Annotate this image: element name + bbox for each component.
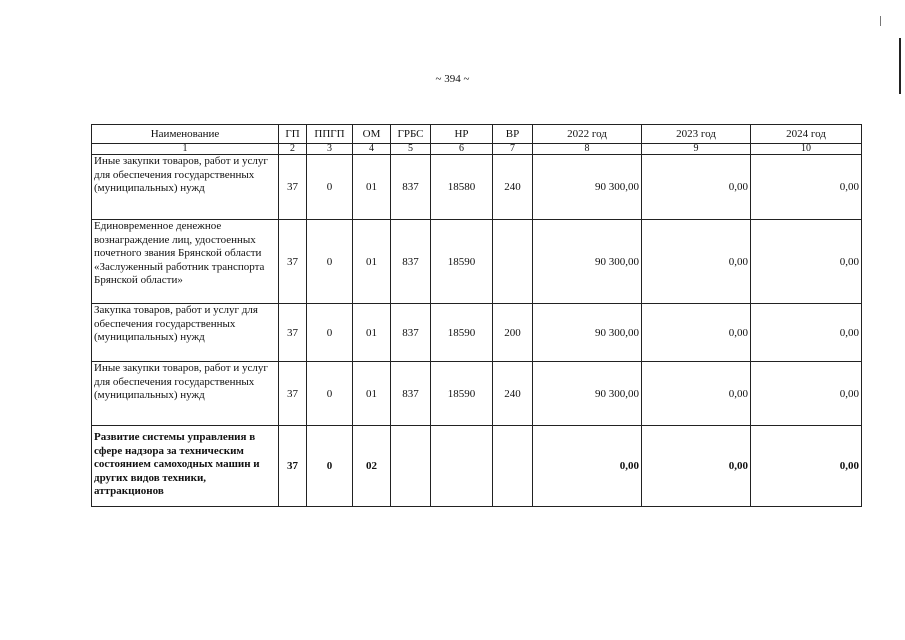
row-name: Закупка товаров, работ и услуг для обеспечения государственных (муниципальных) нужд (92, 304, 279, 362)
cell-grbs: 837 (391, 304, 431, 362)
cell-2023: 0,00 (642, 426, 751, 507)
header-ppgp: ППГП (307, 125, 353, 144)
index-cell: 10 (751, 144, 862, 155)
cell-grbs: 837 (391, 155, 431, 220)
table-row (92, 155, 862, 220)
index-cell: 2 (279, 144, 307, 155)
table-row (92, 304, 862, 362)
header-vr: ВР (493, 125, 533, 144)
header-2023: 2023 год (642, 125, 751, 144)
cell-nr: 18590 (431, 362, 493, 426)
cell-ppgp: 0 (307, 304, 353, 362)
cell-nr: 18580 (431, 155, 493, 220)
cell-2022: 90 300,00 (533, 155, 642, 220)
cell-2024: 0,00 (751, 304, 862, 362)
cell-vr: 200 (493, 304, 533, 362)
header-row (92, 125, 862, 144)
cell-gp: 37 (279, 155, 307, 220)
row-name: Иные закупки товаров, работ и услуг для обеспечения государственных (муниципальных) нужд (92, 155, 279, 220)
cell-2022: 90 300,00 (533, 362, 642, 426)
cell-2022: 90 300,00 (533, 220, 642, 304)
index-cell: 9 (642, 144, 751, 155)
cell-2024: 0,00 (751, 220, 862, 304)
cell-nr: 18590 (431, 304, 493, 362)
cell-om: 01 (353, 220, 391, 304)
row-name: Единовременное денежное вознаграждение лиц, удостоенных почетного звания Брянской области «Заслуженный работник транспорта Брянской области» (92, 220, 279, 304)
cell-vr: 240 (493, 155, 533, 220)
cell-om: 01 (353, 155, 391, 220)
index-row (92, 144, 862, 155)
cell-grbs (391, 426, 431, 507)
scan-mark-right (899, 38, 901, 94)
row-name: Иные закупки товаров, работ и услуг для обеспечения государственных (муниципальных) нужд (92, 362, 279, 426)
cell-om: 01 (353, 304, 391, 362)
cell-vr (493, 426, 533, 507)
cell-2023: 0,00 (642, 362, 751, 426)
header-gp: ГП (279, 125, 307, 144)
index-cell: 8 (533, 144, 642, 155)
cell-grbs: 837 (391, 362, 431, 426)
scan-mark-top (880, 16, 881, 26)
cell-2024: 0,00 (751, 426, 862, 507)
cell-gp: 37 (279, 362, 307, 426)
index-cell: 5 (391, 144, 431, 155)
cell-ppgp: 0 (307, 426, 353, 507)
cell-2023: 0,00 (642, 155, 751, 220)
table-row (92, 220, 862, 304)
cell-gp: 37 (279, 426, 307, 507)
index-cell: 7 (493, 144, 533, 155)
cell-nr: 18590 (431, 220, 493, 304)
header-2024: 2024 год (751, 125, 862, 144)
cell-gp: 37 (279, 220, 307, 304)
index-cell: 6 (431, 144, 493, 155)
cell-2024: 0,00 (751, 155, 862, 220)
cell-om: 01 (353, 362, 391, 426)
header-name: Наименование (92, 125, 279, 144)
cell-ppgp: 0 (307, 220, 353, 304)
cell-2023: 0,00 (642, 304, 751, 362)
header-om: ОМ (353, 125, 391, 144)
header-nr: НР (431, 125, 493, 144)
page-number: ~ 394 ~ (435, 73, 470, 85)
cell-nr (431, 426, 493, 507)
cell-ppgp: 0 (307, 362, 353, 426)
cell-2022: 0,00 (533, 426, 642, 507)
header-2022: 2022 год (533, 125, 642, 144)
cell-om: 02 (353, 426, 391, 507)
cell-grbs: 837 (391, 220, 431, 304)
cell-ppgp: 0 (307, 155, 353, 220)
cell-vr (493, 220, 533, 304)
cell-vr: 240 (493, 362, 533, 426)
cell-2023: 0,00 (642, 220, 751, 304)
cell-2022: 90 300,00 (533, 304, 642, 362)
cell-2024: 0,00 (751, 362, 862, 426)
header-grbs: ГРБС (391, 125, 431, 144)
budget-table (91, 124, 862, 507)
cell-gp: 37 (279, 304, 307, 362)
index-cell: 1 (92, 144, 279, 155)
index-cell: 4 (353, 144, 391, 155)
table-row (92, 426, 862, 507)
row-name: Развитие системы управления в сфере надзора за техническим состоянием самоходных машин и других видов техники, аттракционов (92, 426, 279, 507)
index-cell: 3 (307, 144, 353, 155)
table-row (92, 362, 862, 426)
